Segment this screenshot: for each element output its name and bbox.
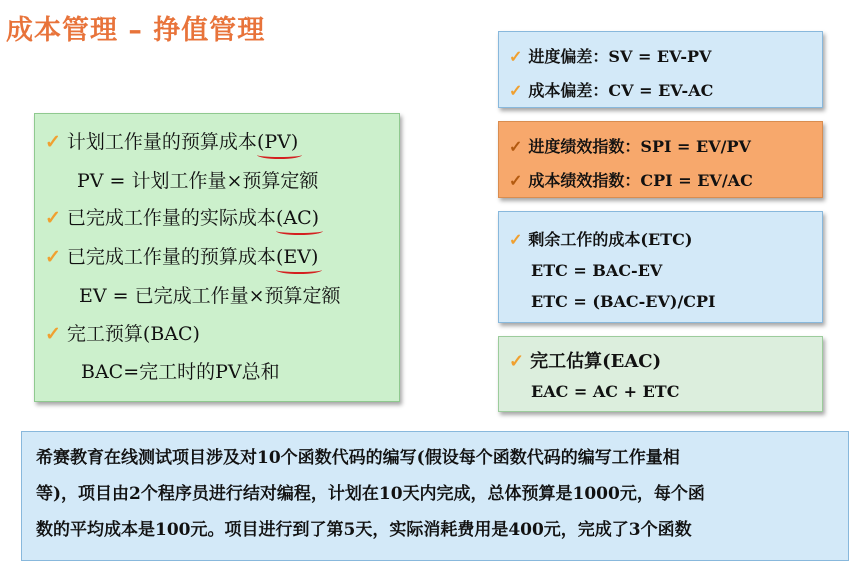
- eac-heading: [509, 347, 661, 373]
- pv-abbr: (PV): [256, 131, 299, 153]
- schedule-variance-text: 进度偏差：SV = EV-PV: [528, 47, 712, 66]
- check-icon: ✓: [45, 131, 61, 153]
- ev-item: [45, 242, 318, 269]
- pv-item: [45, 127, 298, 154]
- etc-formula-2: ETC = (BAC-EV)/CPI: [531, 292, 716, 311]
- check-icon: ✓: [509, 47, 523, 66]
- cost-variance-text: 成本偏差：CV = EV-AC: [528, 81, 714, 100]
- etc-heading: [509, 227, 692, 250]
- ev-formula: EV = 已完成工作量×预算定额: [79, 285, 341, 307]
- earned-value-definitions-panel: [34, 113, 400, 402]
- problem-line-1: 希赛教育在线测试项目涉及对10个函数代码的编写(假设每个函数代码的编写工作量相: [36, 448, 680, 468]
- problem-line-3: 数的平均成本是100元。项目进行到了第5天，实际消耗费用是400元，完成了3个函数: [36, 520, 692, 540]
- ev-label: 已完成工作量的预算成本: [66, 246, 276, 268]
- page-title: 成本管理 – 挣值管理: [6, 15, 266, 46]
- eac-formula: EAC = AC + ETC: [531, 382, 680, 401]
- problem-line-2: 等)，项目由2个程序员进行结对编程，计划在10天内完成，总体预算是1000元，每个函: [36, 484, 705, 504]
- check-icon: ✓: [509, 171, 523, 190]
- check-icon: ✓: [509, 230, 523, 249]
- etc-formula-1: ETC = BAC-EV: [531, 261, 663, 280]
- check-icon: ✓: [45, 323, 61, 345]
- spi-line: [509, 134, 751, 157]
- eac-heading-text: 完工估算(EAC): [530, 351, 662, 372]
- cpi-text: 成本绩效指数：CPI = EV/AC: [528, 171, 753, 190]
- bac-item: [45, 319, 200, 346]
- bac-formula: BAC=完工时的PV总和: [81, 361, 280, 383]
- pv-label: 计划工作量的预算成本: [66, 131, 257, 153]
- eac-box: [498, 336, 823, 412]
- schedule-variance: [509, 44, 711, 67]
- problem-statement: [21, 431, 849, 561]
- variance-box: [498, 31, 823, 108]
- etc-heading-text: 剩余工作的成本(ETC): [528, 230, 693, 249]
- etc-box: [498, 211, 823, 323]
- ac-label: 已完成工作量的实际成本: [66, 207, 276, 229]
- performance-index-box: [498, 121, 823, 198]
- check-icon: ✓: [509, 351, 525, 372]
- check-icon: ✓: [45, 207, 61, 229]
- check-icon: ✓: [509, 137, 523, 156]
- spi-text: 进度绩效指数：SPI = EV/PV: [528, 137, 751, 156]
- ac-abbr: (AC): [275, 207, 320, 229]
- ev-abbr: (EV): [275, 246, 319, 268]
- check-icon: ✓: [45, 246, 61, 268]
- bac-label: 完工预算(BAC): [66, 323, 200, 345]
- pv-formula: PV = 计划工作量×预算定额: [77, 170, 319, 192]
- check-icon: ✓: [509, 81, 523, 100]
- cost-variance: [509, 78, 713, 101]
- ac-item: [45, 203, 319, 230]
- cpi-line: [509, 168, 753, 191]
